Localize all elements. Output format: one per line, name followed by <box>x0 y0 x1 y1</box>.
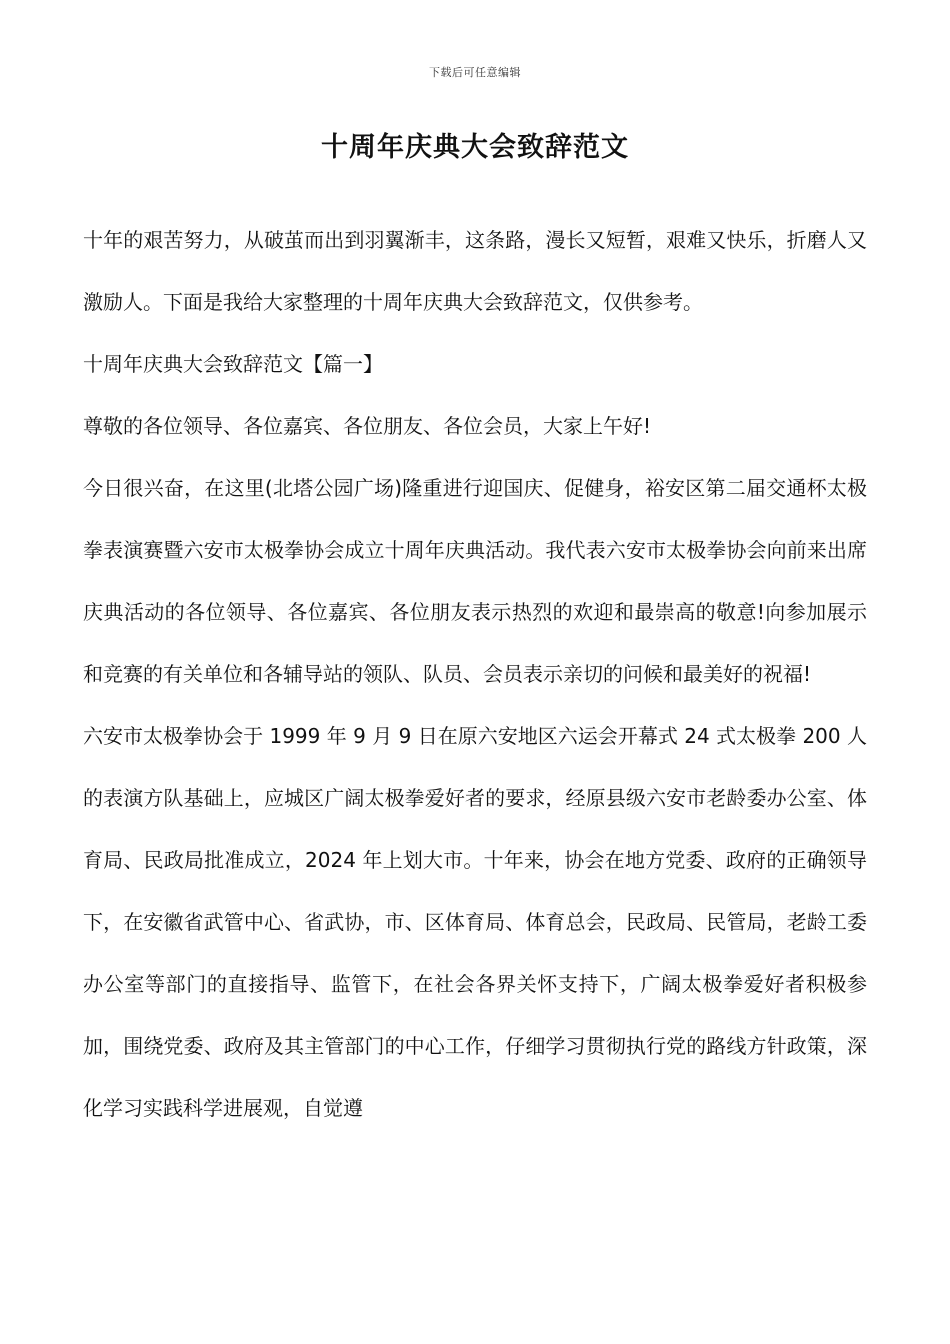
body-paragraph: 六安市太极拳协会于 1999 年 9 月 9 日在原六安地区六运会开幕式 24 式太极拳 200 人的表演方队基础上，应城区广阔太极拳爱好者的要求，经原县级六安市老龄委办公室、体育局、民政局批准成立，2024 年上划大市。十年来，协会在地方党委、政府的正确领导下，在安徽省武管中心、省武协，市、区体育局、体育总会，民政局、民管局，老龄工委办公室等部门的直接指导、监管下，在社会各界关怀支持下，广阔太极拳爱好者积极参加，围绕党委、政府及其主管部门的中心工作，仔细学习贯彻执行党的路线方针政策，深化学习实践科学进展观，自觉遵 <box>83 724 867 1120</box>
header-note: 下载后可任意编辑 <box>429 66 521 79</box>
greeting-paragraph: 尊敬的各位领导、各位嘉宾、各位朋友、各位会员，大家上午好! <box>83 414 652 438</box>
document-body <box>83 209 867 1139</box>
document-title: 十周年庆典大会致辞范文 <box>321 132 629 163</box>
intro-paragraph: 十年的艰苦努力，从破茧而出到羽翼渐丰，这条路，漫长又短暂，艰难又快乐，折磨人又激励人。下面是我给大家整理的十周年庆典大会致辞范文，仅供参考。 <box>83 228 867 314</box>
body-paragraph: 今日很兴奋，在这里(北塔公园广场)隆重进行迎国庆、促健身，裕安区第二届交通杯太极拳表演赛暨六安市太极拳协会成立十周年庆典活动。我代表六安市太极拳协会向前来出席庆典活动的各位领导、各位嘉宾、各位朋友表示热烈的欢迎和最崇高的敬意!向参加展示和竞赛的有关单位和各辅导站的领队、队员、会员表示亲切的问候和最美好的祝福! <box>83 476 867 686</box>
section-heading: 十周年庆典大会致辞范文【篇一】 <box>83 352 383 376</box>
